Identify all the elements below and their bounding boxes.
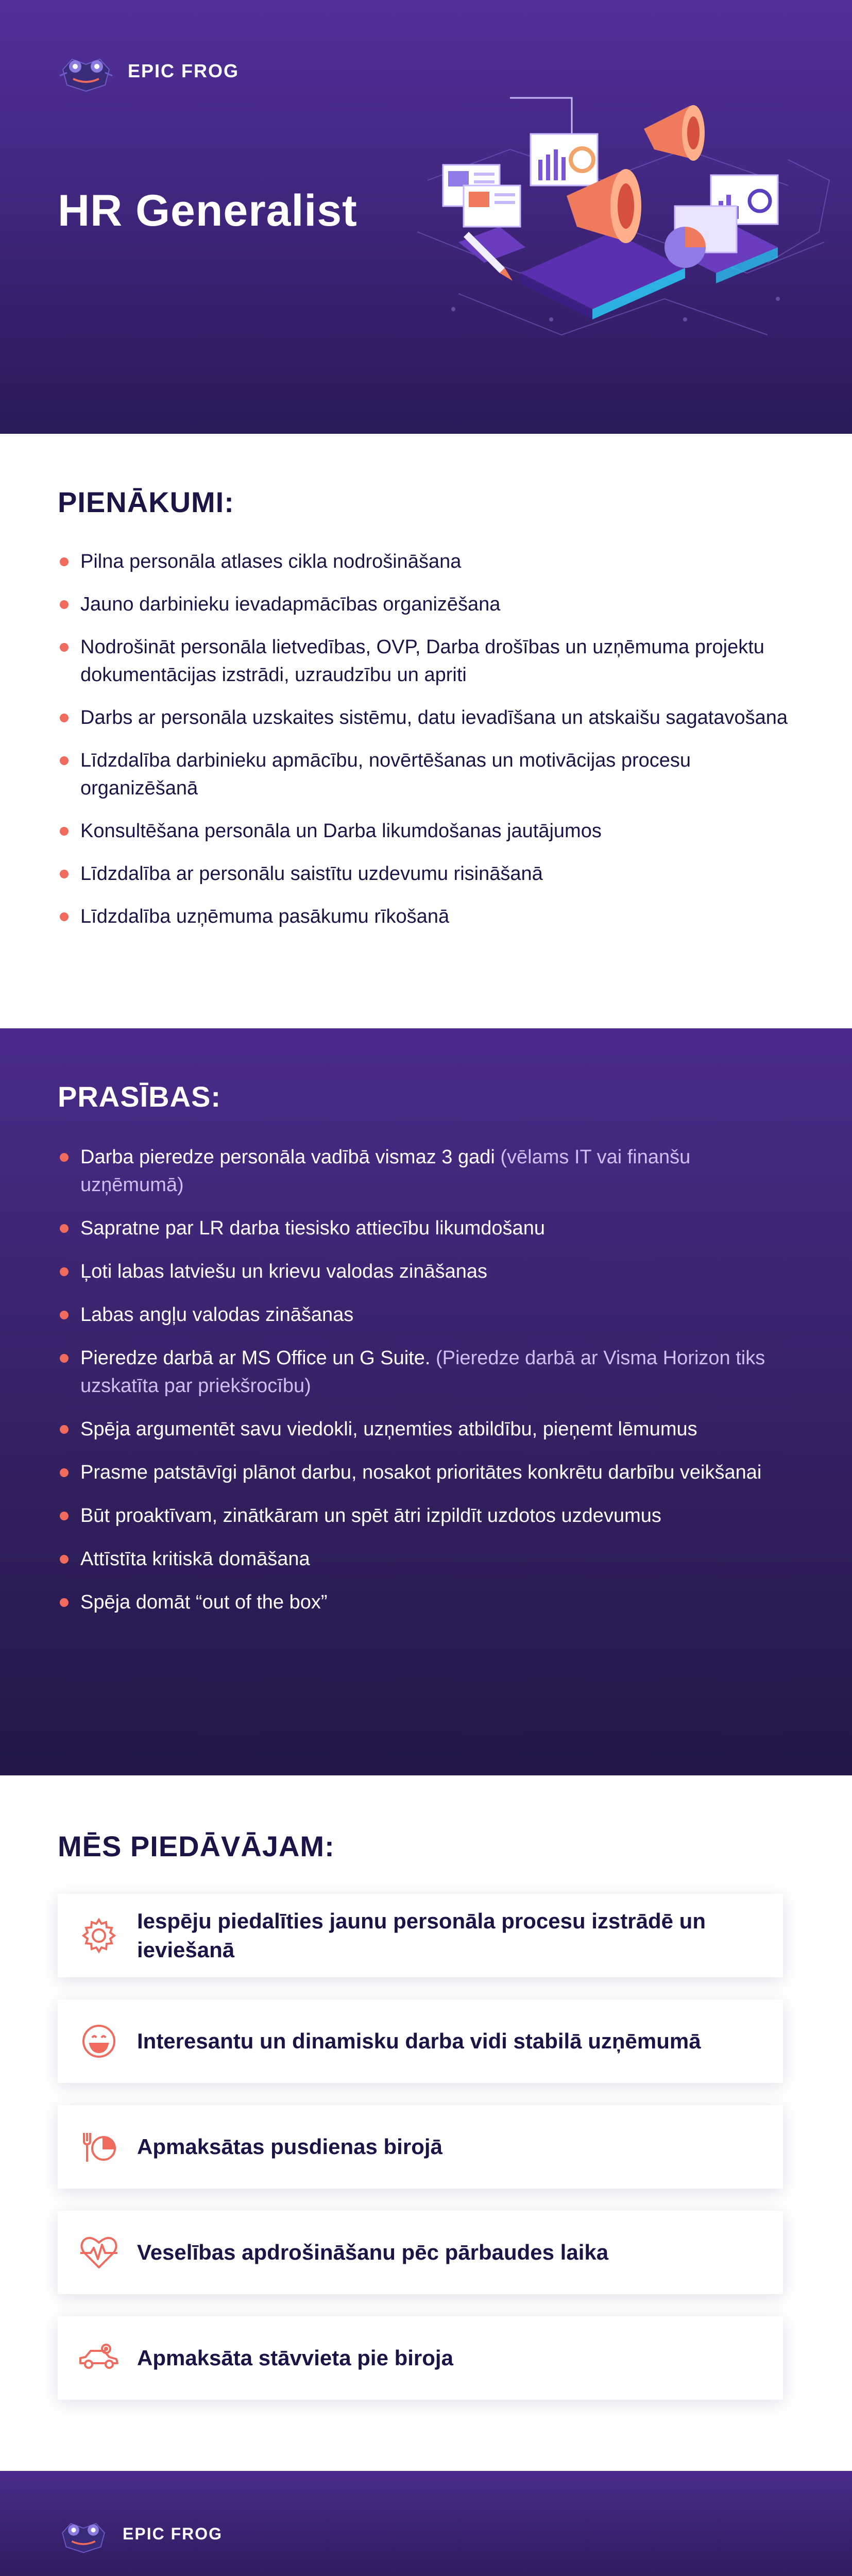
footer [0, 2471, 852, 2576]
marketing-isometric-illustration [397, 77, 840, 366]
offer-card [58, 2105, 783, 2189]
list-item: Labas angļu valodas zināšanas [58, 1301, 794, 1329]
hero-banner [0, 0, 852, 434]
heartbeat-icon [78, 2232, 120, 2273]
offer-card [58, 2316, 783, 2400]
list-item: Konsultēšana personāla un Darba likumdošanas jautājumos [58, 817, 794, 845]
offer-card [58, 1894, 783, 1977]
frog-logo-icon [58, 49, 114, 93]
list-item: Būt proaktīvam, zinātkāram un spēt ātri izpildīt uzdotos uzdevumus [58, 1502, 794, 1530]
list-item: Nodrošināt personāla lietvedības, OVP, Darba drošības un uzņēmuma projektu dokumentācijas izstrādi, uzraudzību un apriti [58, 633, 794, 689]
offer-text: Veselības apdrošināšanu pēc pārbaudes laika [137, 2240, 609, 2264]
requirements-list [58, 1143, 794, 1616]
footer-brand-logo[interactable] [58, 2514, 223, 2554]
gear-icon [78, 1915, 120, 1956]
smile-icon [78, 2021, 120, 2062]
duties-section [0, 434, 852, 1028]
list-item: Pieredze darbā ar MS Office un G Suite. (Pieredze darbā ar Visma Horizon tiks uzskatīta par priekšrocību) [58, 1344, 794, 1400]
offer-text: Interesantu un dinamisku darba vidi stabilā uzņēmumā [137, 2029, 701, 2053]
offer-title: MĒS PIEDĀVĀJAM: [58, 1830, 335, 1862]
page-title: HR Generalist [58, 186, 357, 235]
list-item: Darba pieredze personāla vadībā vismaz 3 gadi (vēlams IT vai finanšu uzņēmumā) [58, 1143, 794, 1199]
list-item: Līdzdalība darbinieku apmācību, novērtēšanas un motivācijas procesu organizēšanā [58, 747, 794, 802]
offer-text: Apmaksātas pusdienas birojā [137, 2134, 442, 2159]
frog-logo-icon [58, 2514, 109, 2554]
offer-card [58, 2211, 783, 2294]
brand-logo[interactable] [58, 49, 239, 93]
offer-section [0, 1775, 852, 2471]
requirements-section [0, 1028, 852, 1775]
list-item: Attīstīta kritiskā domāšana [58, 1545, 794, 1573]
offer-text: Iespēju piedalīties jaunu personāla procesu izstrādē un ieviešanā [137, 1909, 706, 1962]
list-item: Spēja argumentēt savu viedokli, uzņemties atbildību, pieņemt lēmumus [58, 1415, 794, 1443]
requirements-title: PRASĪBAS: [58, 1080, 221, 1113]
list-item: Spēja domāt “out of the box” [58, 1588, 794, 1616]
list-item: Līdzdalība uzņēmuma pasākumu rīkošanā [58, 903, 794, 930]
list-item: Jauno darbinieku ievadapmācības organizēšana [58, 590, 794, 618]
brand-name: EPIC FROG [123, 2524, 223, 2543]
list-item: Pilna personāla atlases cikla nodrošināšana [58, 548, 794, 575]
lunch-icon [78, 2126, 120, 2167]
offer-card [58, 1999, 783, 2083]
list-item: Sapratne par LR darba tiesisko attiecību likumdošanu [58, 1214, 794, 1242]
car-icon [78, 2337, 120, 2379]
offer-text: Apmaksāta stāvvieta pie biroja [137, 2346, 453, 2370]
duties-title: PIENĀKUMI: [58, 486, 234, 518]
list-item: Līdzdalība ar personālu saistītu uzdevumu risināšanā [58, 860, 794, 888]
brand-name: EPIC FROG [128, 60, 240, 81]
duties-list [58, 548, 794, 930]
list-item: Ļoti labas latviešu un krievu valodas zināšanas [58, 1258, 794, 1285]
list-item: Prasme patstāvīgi plānot darbu, nosakot prioritātes konkrētu darbību veikšanai [58, 1459, 794, 1486]
list-item: Darbs ar personāla uzskaites sistēmu, datu ievadīšana un atskaišu sagatavošana [58, 704, 794, 732]
